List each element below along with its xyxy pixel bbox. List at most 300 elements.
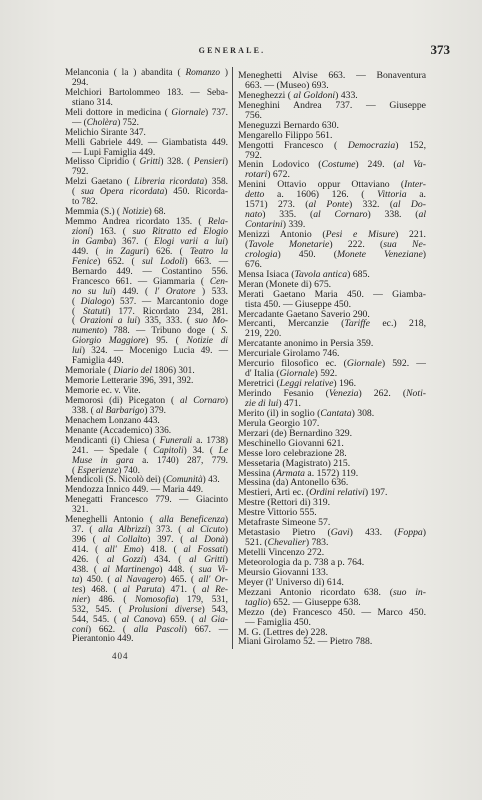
entry-italic-text: Prolusioni diverse — [128, 604, 202, 615]
entry-italic-text: coni — [72, 624, 89, 635]
entry-italic-text: numento — [72, 326, 105, 337]
index-entry — [238, 101, 426, 121]
entry-text: 1806) 301. — [152, 366, 195, 377]
entry-text: 676. — [245, 258, 262, 270]
entry-text: Mezzo (de) Francesco 450. — Marco 450. — [238, 606, 426, 618]
entry-text: 756. — [245, 109, 262, 121]
index-entry — [65, 139, 228, 159]
index-entry — [238, 230, 426, 270]
entry-text: 449. ( — [72, 246, 106, 257]
entry-italic-text: nato — [245, 209, 263, 221]
entry-italic-text: S. — [221, 326, 228, 337]
entry-text: ) 324. — Mocenigo Lucia 49. — — [81, 346, 228, 357]
entry-italic-text: al Cicuto — [187, 525, 225, 536]
entry-italic-text: alla Albrizzi — [98, 525, 148, 536]
index-entry — [65, 397, 228, 417]
entry-text: to 782. — [72, 197, 98, 208]
entry-text: ) — [224, 554, 228, 565]
entry-text: Meli dottore in medicina ( — [65, 107, 172, 118]
entry-text: ) 737. — [205, 107, 228, 118]
entry-text: ) 196. — [333, 378, 357, 390]
entry-italic-text: al Gia- — [199, 614, 229, 625]
entry-text: Menante (Accademico) 336. — [65, 425, 172, 436]
entry-italic-text: Contarini — [245, 219, 283, 231]
entry-text: Mensa Isiaca ( — [238, 268, 295, 280]
entry-text: Pierantonio 449. — [72, 634, 134, 645]
entry-text: Famiglia 449. — [72, 356, 124, 367]
entry-text: Mestre Vittorio 555. — [238, 507, 317, 519]
entry-italic-text: Pensieri — [193, 157, 225, 168]
entry-text: Bernardo 449. — Costantino 556. — [72, 266, 228, 277]
entry-text: ) 449. ( — [112, 286, 155, 297]
entry-text: Menini Ottavio oppur Ottaviano ( — [238, 179, 405, 191]
entry-text: stiano 314. — [72, 97, 113, 108]
entry-italic-text: sul Lodoli — [141, 256, 185, 267]
entry-text: Mestre (Rettori di) 319. — [238, 497, 331, 509]
entry-text: ) 179, 531, — [175, 594, 228, 605]
entry-text: Meretrici ( — [238, 378, 280, 390]
entry-text: ) 397. ( — [147, 535, 191, 546]
entry-text: ( — [72, 306, 84, 317]
entry-text: Mercuriale Girolamo 746. — [238, 348, 340, 360]
index-entry — [238, 71, 426, 91]
entry-text: ) 486. ( — [86, 594, 136, 605]
entry-text: Metastasio Pietro ( — [238, 527, 331, 539]
entry-italic-text: crologia — [245, 248, 278, 260]
index-entry — [238, 160, 426, 180]
entry-line — [238, 141, 426, 151]
entry-text: Meneghelli Antonio ( — [65, 515, 160, 526]
entry-italic-text: detto — [245, 189, 265, 201]
entry-text: Francesco 661. — Giammaria ( — [72, 276, 210, 287]
entry-italic-text: alla Pascoli — [133, 624, 184, 635]
entry-text: Messina ( — [238, 467, 276, 479]
entry-text: ) — [422, 248, 426, 260]
entry-italic-text: al Fossati — [183, 545, 225, 555]
entry-text: Mercanti, Mercanzie ( — [238, 318, 345, 330]
entry-italic-text: Gritti — [139, 157, 161, 168]
entry-italic-text: no su lui — [72, 286, 113, 297]
entry-text: ) — [224, 545, 229, 555]
entry-text: ( — [245, 238, 249, 250]
entry-text: ) 592. — [314, 368, 338, 380]
entry-text: — Lupi Famiglia 449. — [72, 147, 156, 158]
index-entry — [65, 516, 228, 645]
entry-text: ) 537. — Marcantonio doge — [111, 296, 228, 307]
entry-italic-text: Dialogo — [80, 296, 112, 307]
entry-text: ) 308. — [351, 407, 375, 419]
entry-italic-text: sua Ne- — [383, 238, 426, 250]
entry-italic-text: al Paruta — [122, 584, 162, 595]
entry-text: 792. — [245, 149, 262, 161]
index-entry — [238, 141, 426, 161]
entry-italic-text: taglio — [245, 596, 268, 608]
entry-text: — Famiglia 450. — [245, 616, 311, 628]
entry-text: ) 471. ( — [161, 584, 202, 595]
entry-text: ) — [224, 236, 228, 247]
index-column-right — [238, 71, 426, 647]
entry-text: Melisso Cipridio ( — [65, 157, 140, 168]
index-entry — [238, 588, 426, 608]
entry-italic-text: l' Oratore — [154, 286, 196, 297]
entry-text: ) 379. — [144, 405, 167, 416]
entry-text: 294. — [72, 77, 89, 88]
entry-text: Menegatti Francesco 779. — Giacinto — [65, 495, 228, 506]
entry-text: 414. ( — [72, 545, 105, 555]
entry-text: ) 338. ( — [367, 209, 419, 221]
entry-italic-text: Fenice — [72, 256, 98, 267]
entry-italic-text: al Barbarigo — [96, 405, 145, 416]
entry-text: d' Italia ( — [245, 368, 280, 380]
entry-text: ) 367. ( — [112, 236, 155, 247]
entry-text: 521. ( — [245, 537, 268, 549]
entry-text: ) 177. Ricordato 234, 281. — [107, 306, 228, 317]
entry-italic-text: Cholèra — [86, 117, 118, 128]
entry-italic-text: Elogi varii a lui — [154, 236, 225, 247]
entry-text: ) — [422, 527, 426, 539]
index-entry — [65, 218, 228, 367]
entry-text: ) 662. ( — [88, 624, 134, 635]
entry-italic-text: Giornale — [279, 368, 315, 380]
entry-text: 544, 545. ( — [72, 614, 122, 625]
entry-text: Mestieri, Arti ec. ( — [238, 487, 310, 499]
entry-text: Memoriale ( — [65, 366, 114, 377]
entry-text: ) — [224, 157, 228, 168]
entry-text: Miani Girolamo 52. — Pietro 788. — [238, 636, 373, 648]
entry-text: Messina (da) Antonello 636. — [238, 477, 349, 489]
entry-text: ) 652. — Giuseppe 638. — [267, 596, 361, 608]
entry-italic-text: ta — [72, 574, 80, 585]
entry-italic-text: tes — [72, 584, 83, 595]
entry-text: Mengarello Filippo 561. — [238, 129, 333, 141]
index-entry — [65, 69, 228, 89]
entry-text: — ( — [72, 117, 87, 128]
entry-italic-text: al Navagero — [114, 574, 163, 585]
entry-text: ) 448. ( — [159, 564, 199, 575]
entry-text: Memmia (S.) ( — [65, 207, 123, 218]
entry-text: ) 434. ( — [143, 554, 190, 565]
entry-italic-text: al Do- — [393, 199, 426, 211]
entry-italic-text: Le — [218, 445, 228, 456]
index-column-left — [65, 69, 228, 645]
entry-text: Memorosi (di) Picegaton ( — [65, 395, 181, 406]
entry-text: Merindo Fesanio ( — [238, 388, 329, 399]
entry-text: tista 450. — Giuseppe 450. — [245, 298, 352, 310]
entry-text: ) 163. ( — [90, 227, 133, 237]
entry-text: Mendicoli (S. Nicolò dei) ( — [65, 475, 166, 486]
entry-italic-text: Ordini relativi — [309, 487, 365, 499]
entry-italic-text: in Zaguri — [105, 246, 146, 257]
entry-italic-text: al Donà — [190, 535, 225, 546]
entry-text: ) 788. — Tribuno doge ( — [104, 326, 222, 337]
entry-text: Mengotti Francesco ( — [238, 139, 348, 151]
entry-text: ) 433. ( — [349, 527, 398, 539]
entry-text: ec.) 218, — [369, 318, 426, 330]
entry-text: Meran (Monete di) 675. — [238, 278, 332, 290]
entry-italic-text: Notizie — [122, 207, 149, 218]
entry-text: Mercurio filosofico ec. ( — [238, 358, 347, 370]
entry-text: Meneguzzi Bernardo 630. — [238, 119, 339, 131]
entry-text: ) 450. Ricorda- — [164, 187, 228, 198]
entry-text: Meneghini Andrea 737. — Giuseppe — [238, 99, 426, 111]
entry-text: M. G. (Lettres de) 228. — [238, 626, 328, 638]
index-entry — [65, 158, 228, 178]
entry-italic-text: zioni — [72, 227, 91, 237]
entry-text: 321. — [72, 505, 89, 516]
entry-text: ( — [72, 465, 78, 476]
entry-text: Meursio Giovanni 133. — [238, 566, 329, 578]
entry-italic-text: Giornale — [171, 107, 205, 118]
entry-text: Merzari (de) Bernardino 329. — [238, 427, 353, 439]
entry-italic-text: Statuti — [83, 306, 108, 317]
entry-line — [238, 637, 426, 647]
entry-italic-text: al Cornaro — [313, 209, 368, 221]
entry-text: ) 249. ( — [355, 159, 397, 171]
entry-text: ) 197. — [364, 487, 388, 499]
entry-italic-text: rotari — [245, 169, 268, 181]
entry-italic-text: Monete Veneziane — [336, 248, 423, 260]
entry-text: Meyer (l' Universo di) 614. — [238, 576, 344, 588]
entry-text: ) 663. — — [184, 256, 229, 267]
entry-text: 396 ( — [72, 535, 103, 546]
entry-italic-text: Noti- — [406, 388, 426, 399]
entry-text: ) — [220, 68, 228, 78]
entry-italic-text: Pesi e Misure — [325, 229, 396, 240]
entry-text: a. 1572) 119. — [305, 467, 359, 479]
index-entry — [65, 437, 228, 477]
entry-text: a. — [406, 189, 426, 201]
entry-italic-text: Notizie di — [186, 336, 229, 347]
entry-italic-text: Venezia — [328, 388, 359, 399]
entry-line — [65, 635, 228, 645]
entry-text: a. 1738) — [192, 435, 229, 446]
entry-italic-text: al Gozzi — [107, 554, 144, 565]
entry-italic-text: Chevalier — [267, 537, 306, 549]
entry-italic-text: Comunità — [165, 475, 203, 486]
entry-line — [238, 250, 426, 260]
entry-italic-text: Libreria ricordata — [134, 177, 205, 188]
entry-text: ) 667. — — [183, 624, 229, 635]
index-entry — [238, 608, 426, 628]
entry-text: ) 471. — [278, 397, 301, 409]
entry-text: ) 659. ( — [162, 614, 200, 625]
index-entry — [238, 528, 426, 548]
entry-text: ) — [224, 535, 228, 546]
entry-text: Melli Gabriele 449. — Giambatista 449. — [65, 137, 228, 148]
entry-italic-text: Diario del — [113, 366, 153, 377]
entry-text: Merati Gaetano Maria 450. — Giamba- — [238, 288, 426, 300]
entry-text: 338. ( — [72, 405, 97, 416]
entry-text: Melchiori Bartolommeo 183. — Seba- — [65, 87, 228, 98]
entry-text: ) 373. ( — [147, 525, 188, 536]
entry-line — [65, 158, 228, 168]
entry-italic-text: Rela- — [207, 217, 228, 228]
entry-text: ) 328. ( — [160, 157, 194, 168]
entry-italic-text: Cen- — [209, 276, 228, 287]
entry-italic-text: al Va- — [396, 159, 427, 171]
entry-text: a. 1740) 287, 779. — [133, 455, 228, 466]
entry-italic-text: all' Or- — [198, 574, 228, 585]
index-entry — [238, 319, 426, 339]
entry-text: ) 592. — — [381, 358, 426, 370]
entry-italic-text: alla Beneficenza — [159, 515, 225, 526]
entry-text: Menin Lodovico ( — [238, 159, 322, 171]
entry-text: ) 339. — [282, 219, 306, 231]
entry-text: ) 468. ( — [82, 584, 123, 595]
entry-text: ) 626. ( — [145, 246, 190, 257]
entry-italic-text: al — [418, 209, 427, 221]
index-entry — [238, 180, 426, 230]
entry-italic-text: Nomosofia — [135, 594, 176, 605]
entry-text: Meneghetti Alvise 663. — Bonaventura — [238, 70, 426, 81]
entry-line — [65, 496, 228, 506]
entry-text: Melichio Sirante 347. — [65, 127, 146, 138]
entry-text: ) 222. ( — [329, 238, 384, 250]
entry-text: ) 740. — [118, 465, 140, 476]
entry-italic-text: Costume — [321, 159, 356, 171]
entry-italic-text: Tavole Monetarie — [248, 238, 330, 250]
index-entry — [238, 389, 426, 409]
entry-text: ) 652. ( — [97, 256, 142, 267]
index-entry — [65, 178, 228, 208]
entry-italic-text: al Ponte — [308, 199, 349, 211]
entry-text: Meschinello Giovanni 621. — [238, 437, 344, 449]
entry-italic-text: Vittoria — [377, 189, 407, 201]
entry-text: ) 783. — [305, 537, 329, 549]
entry-text: Meneghezzi ( — [238, 89, 294, 101]
entry-line — [65, 69, 228, 79]
entry-italic-text: al Gritti — [189, 554, 225, 565]
entry-text: Merito (il) in soglio ( — [238, 407, 321, 419]
entry-text: ) 465. ( — [162, 574, 199, 585]
entry-text: 1571) 273. ( — [245, 199, 309, 211]
entry-text: ) 34. ( — [183, 445, 219, 456]
index-entry — [238, 359, 426, 379]
entry-italic-text: suo Ritratto ed Elogio — [132, 227, 228, 237]
entry-text: Meteorologia da p. 738 a p. 764. — [238, 556, 365, 568]
entry-italic-text: Capitoli — [153, 445, 184, 456]
signature-mark: 404 — [112, 651, 129, 661]
entry-text: Menachem Lonzano 443. — [65, 415, 160, 426]
entry-text: ) 672. — [267, 169, 290, 181]
entry-text: ( — [72, 296, 81, 307]
entry-italic-text: al Martinengo — [102, 564, 160, 575]
entry-italic-text: sua Vi- — [198, 564, 228, 575]
entry-text: a. 1606) 126. ( — [264, 189, 378, 201]
entry-text: Metafraste Simeone 57. — [238, 517, 331, 529]
entry-text: 438. ( — [72, 564, 103, 575]
entry-italic-text: al Goldoni — [293, 89, 336, 101]
entry-italic-text: lui — [72, 346, 82, 357]
entry-text: Mendicanti (i) Chiesa ( — [65, 435, 160, 446]
entry-text: ) 95. ( — [145, 336, 187, 347]
entry-text: 219, 220. — [245, 328, 282, 340]
entry-text: ) 358. — [204, 177, 228, 188]
entry-text: ) 262. ( — [358, 388, 407, 399]
entry-text: ) 221. — [395, 229, 426, 240]
entry-text: 37. ( — [72, 525, 99, 536]
entry-italic-text: Giornale — [346, 358, 382, 370]
entry-italic-text: Foppa — [397, 527, 423, 539]
entry-italic-text: Tavola antica — [294, 268, 348, 280]
entry-text: Mendozza Innico 449. — Maria 449. — [65, 485, 204, 496]
entry-italic-text: nier — [72, 594, 87, 605]
entry-italic-text: al Canova — [121, 614, 163, 625]
index-entry — [65, 109, 228, 129]
entry-text: 663. — (Museo) 693. — [245, 79, 329, 91]
entry-italic-text: suo Mo- — [194, 316, 228, 327]
entry-italic-text: Leggi relative — [279, 378, 334, 390]
entry-text: ) 543, — [201, 604, 228, 615]
entry-italic-text: al Cornaro — [180, 395, 225, 406]
entry-text: ) 335, 333. ( — [136, 316, 195, 327]
entry-text: ) 450. ( — [277, 248, 337, 260]
entry-italic-text: Romanzo — [185, 68, 221, 78]
entry-italic-text: Giorgio Maggiore — [72, 336, 146, 347]
entry-text: ) 433. — [335, 89, 358, 101]
entry-text: ( — [72, 316, 80, 327]
entry-text: 426. ( — [72, 554, 108, 565]
entry-text: Melzi Gaetano ( — [65, 177, 135, 188]
entry-line — [238, 101, 426, 111]
entry-text: ) — [224, 395, 228, 406]
entry-text: Messetaria (Magistrato) 215. — [238, 457, 351, 469]
entry-italic-text: Orazioni a lui — [79, 316, 137, 327]
entry-text: ) 450. ( — [79, 574, 115, 585]
entry-italic-text: Armata — [275, 467, 305, 479]
entry-text: Melanconia ( la ) abandita ( — [65, 68, 186, 78]
entry-text: 792. — [72, 167, 89, 178]
page-number: 373 — [430, 42, 450, 57]
entry-text: ) 418. ( — [140, 545, 184, 555]
entry-text: Metelli Vincenzo 272. — [238, 547, 325, 558]
entry-italic-text: Cantata — [320, 407, 352, 419]
entry-text: Memmo Andrea ricordato 135. ( — [65, 217, 208, 228]
entry-text: Mezzani Antonio ricordato 638. ( — [238, 586, 393, 598]
entry-italic-text: al Re- — [201, 584, 228, 595]
index-entry — [65, 496, 228, 516]
entry-text: Merula Georgio 107. — [238, 417, 320, 429]
entry-italic-text: zie di lui — [245, 397, 279, 409]
index-entry — [238, 290, 426, 310]
entry-italic-text: Tariffe — [344, 318, 370, 330]
entry-italic-text: Teatro la — [189, 246, 229, 257]
entry-italic-text: Funerali — [159, 435, 193, 446]
entry-italic-text: Inter- — [404, 179, 426, 191]
entry-italic-text: Muse in gara — [72, 455, 134, 466]
entry-italic-text: sua Opera ricordata — [81, 187, 165, 198]
entry-italic-text: suo in- — [392, 586, 426, 598]
entry-text: ) 335. ( — [262, 209, 314, 221]
entry-text: 532, 545. ( — [72, 604, 129, 615]
entry-text: ) — [224, 515, 228, 526]
index-entry — [238, 637, 426, 647]
entry-text: ( — [72, 187, 82, 198]
entry-italic-text: Democrazia — [347, 139, 396, 151]
entry-text: Memorie ec. v. Vite. — [65, 386, 141, 396]
entry-italic-text: Esperienze — [77, 465, 119, 476]
entry-text: ) 68. — [148, 207, 166, 218]
entry-text: ) 752. — [117, 117, 139, 128]
entry-text: ) 332. ( — [348, 199, 394, 211]
index-entry — [65, 89, 228, 109]
entry-text: ) 685. — [347, 268, 370, 280]
entry-italic-text: all' Emo — [104, 545, 141, 555]
entry-text: Mercadante Gaetano Saverio 290. — [238, 308, 370, 320]
entry-text: 241. — Spedale ( — [72, 445, 154, 456]
entry-text: ) — [224, 525, 228, 536]
entry-italic-text: Gavi — [330, 527, 350, 539]
